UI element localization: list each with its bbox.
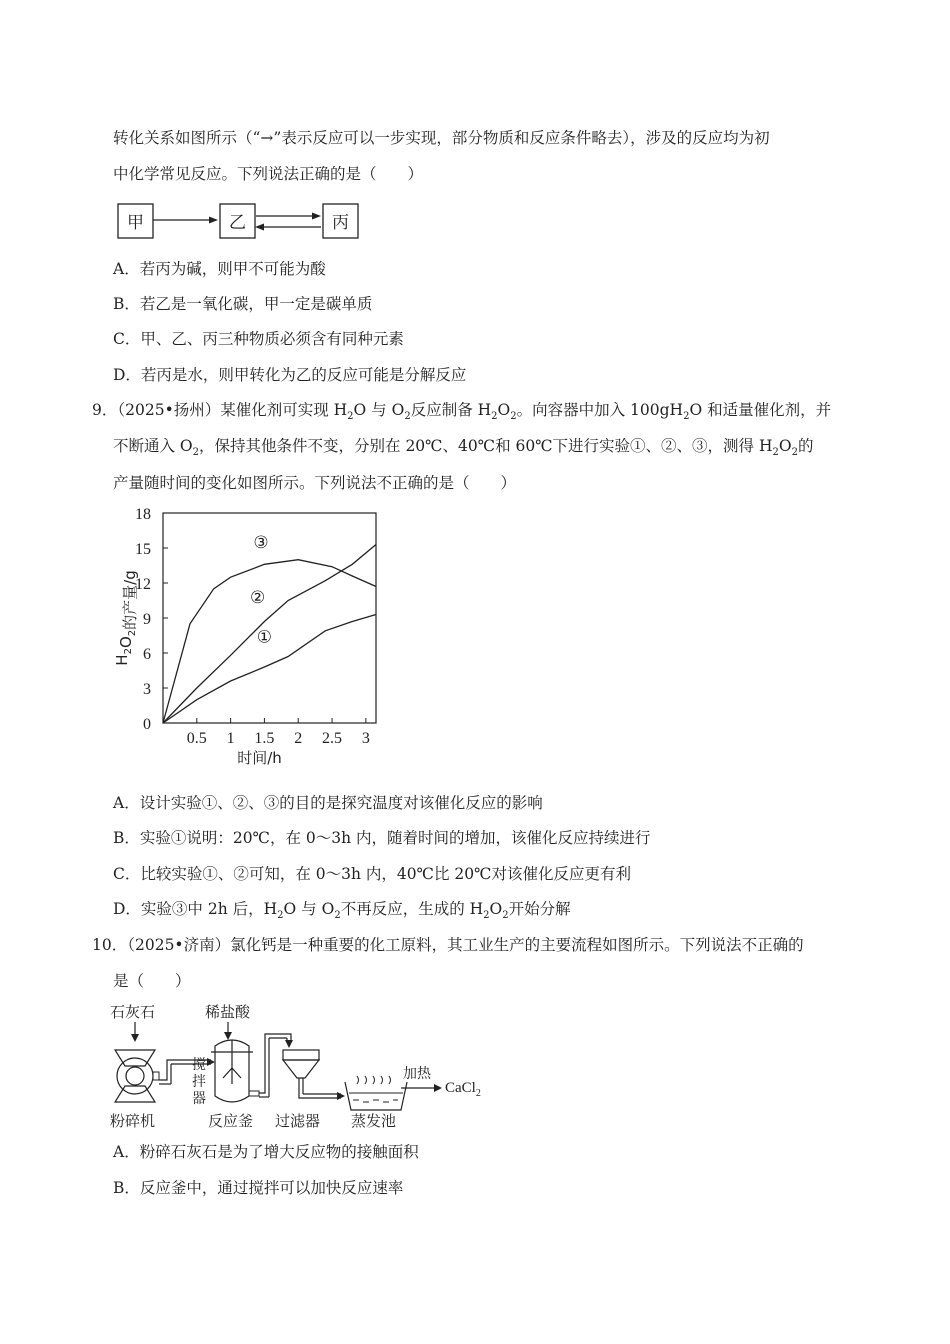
box-bing-label: 丙: [332, 213, 349, 233]
svg-text:蒸发池: 蒸发池: [351, 1112, 397, 1130]
svg-text:拌: 拌: [192, 1074, 206, 1090]
x-tick-label: 2.5: [322, 730, 343, 747]
box-jia-label: 甲: [127, 213, 144, 233]
crusher-icon: [115, 1050, 159, 1102]
y-tick-label: 0: [143, 716, 151, 733]
q10-source: （2025•济南）: [127, 936, 231, 954]
h2o2-yield-chart: [108, 500, 398, 775]
evaporation-pond-icon: [345, 1076, 407, 1110]
q9-stem-line2: 不断通入 $O_2$，保持其他条件不变，分别在 20℃、40℃和 60℃下进行实验①、②、③，测得 $H_2O_2$的: [113, 437, 814, 459]
y-axis-label: $H_2O_2$的产量/g: [113, 570, 139, 666]
q10-option-a: A．粉碎石灰石是为了增大反应物的接触面积: [113, 1143, 419, 1161]
x-tick-label: 2: [294, 730, 303, 747]
x-axis-label: 时间/h: [237, 749, 282, 767]
q8-option-b: B．若乙是一氧化碳，甲一定是碳单质: [113, 295, 373, 313]
x-tick-label: 3: [361, 730, 370, 747]
q9-option-d: D．实验③中 2h 后，$H_2O$ 与 $O_2$不再反应，生成的 $H_2O_2$开始分解: [113, 900, 571, 922]
series-label-2: ②: [250, 587, 266, 608]
svg-text:搅: 搅: [192, 1057, 206, 1073]
q8-option-a: A．若丙为碱，则甲不可能为酸: [113, 260, 326, 278]
x-tick-label: 0.5: [186, 730, 207, 747]
svg-text:加热: 加热: [403, 1066, 431, 1082]
reactor-icon: [211, 1040, 259, 1102]
y-tick-label: 3: [143, 681, 151, 698]
q9-number: 9．: [92, 401, 118, 419]
q10-number: 10．: [92, 936, 128, 954]
q10-option-b: B．反应釜中，通过搅拌可以加快反应速率: [113, 1179, 404, 1197]
x-tick-label: 1.5: [254, 730, 275, 747]
y-tick-label: 18: [135, 506, 151, 523]
q8-transformation-diagram: [110, 200, 370, 245]
y-tick-label: 9: [143, 611, 151, 628]
q8-option-d: D．若丙是水，则甲转化为乙的反应可能是分解反应: [113, 366, 467, 384]
svg-text:器: 器: [192, 1091, 206, 1107]
q9-option-c: C．比较实验①、②可知，在 0～3h 内，40℃比 20℃对该催化反应更有利: [113, 865, 631, 883]
q8-stem-line1: 转化关系如图所示（“→”表示反应可以一步实现，部分物质和反应条件略去），涉及的反应均为初: [113, 129, 770, 147]
cacl2-process-flow: [105, 998, 500, 1133]
q9-stem-line3: 产量随时间的变化如图所示。下列说法不正确的是（ ）: [113, 474, 517, 492]
q10-stem-line1: 10．（2025•济南）氯化钙是一种重要的化工原料，其工业生产的主要流程如图所示。下列说法不正确的: [92, 936, 804, 954]
series-label-1: ①: [256, 627, 273, 648]
acid-label: 稀盐酸: [205, 1003, 251, 1021]
svg-text:过滤器: 过滤器: [275, 1112, 321, 1130]
svg-text:粉碎机: 粉碎机: [110, 1112, 156, 1130]
q10-stem-line2: 是（ ）: [113, 972, 191, 990]
series-label-3: ③: [253, 533, 269, 553]
y-tick-label: 15: [135, 541, 151, 558]
q8-stem-line2: 中化学常见反应。下列说法正确的是（ ）: [113, 165, 424, 183]
limestone-label: 石灰石: [110, 1003, 156, 1021]
svg-text:反应釜: 反应釜: [208, 1112, 254, 1130]
svg-text:CaCl2: CaCl$_2$: [445, 1080, 481, 1099]
q9-option-a: A．设计实验①、②、③的目的是探究温度对该催化反应的影响: [113, 794, 543, 812]
box-yi-label: 乙: [229, 213, 246, 233]
q8-option-c: C．甲、乙、丙三种物质必须含有同种元素: [113, 330, 404, 348]
filter-icon: [283, 1050, 319, 1094]
q9-stem-line1: 9．（2025•扬州）某催化剂可实现 $H_2O$ 与 $O_2$反应制备 $H_2O_2$。向容器中加入 $100gH_2O$ 和适量催化剂，并: [92, 401, 832, 423]
x-tick-label: 1: [226, 730, 235, 747]
q9-option-b: B．实验①说明：20℃，在 0～3h 内，随着时间的增加，该催化反应持续进行: [113, 829, 651, 847]
q9-source: （2025•扬州）: [117, 401, 221, 419]
plot-frame: [163, 513, 376, 723]
y-tick-label: 6: [143, 646, 151, 663]
y-tick-label: 12: [135, 576, 151, 593]
